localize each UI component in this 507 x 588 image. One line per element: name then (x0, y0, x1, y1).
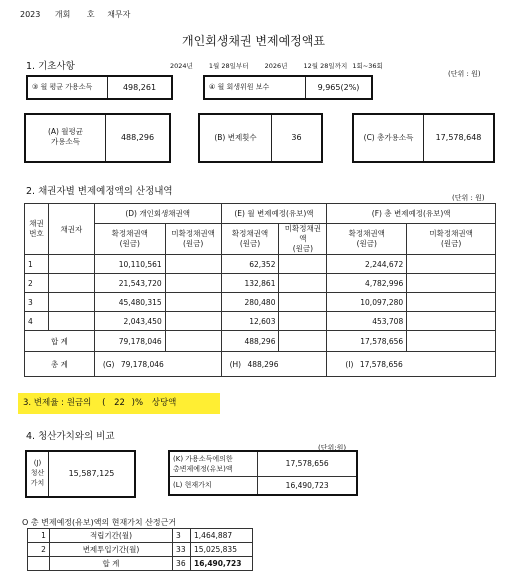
col-F: (F) 총 변제예정(유보)액 (327, 204, 496, 224)
pv-sum-label: 합 계 (49, 557, 172, 571)
row-D-unconfirmed (165, 274, 221, 293)
repayment-rate-highlight (18, 393, 220, 414)
period-start-day: 28일부터 (221, 62, 249, 70)
box-A (24, 113, 171, 163)
sum-E: 488,296 (221, 331, 279, 352)
period (170, 61, 383, 70)
creditor-table (24, 203, 496, 377)
row-creditor (48, 312, 94, 331)
row-E-unconfirmed (279, 293, 327, 312)
col-D: (D) 개인회생채권액 (94, 204, 221, 224)
K-value: 17,578,656 (258, 451, 357, 476)
sub-F-confirmed (327, 224, 407, 255)
sum-label: 합 계 (25, 331, 95, 352)
row-D: 10,110,561 (94, 255, 165, 274)
box-J-label-1: (J) (33, 459, 42, 467)
row-E-unconfirmed (279, 312, 327, 331)
sub-D-confirmed-1: 확정채권액 (111, 229, 148, 238)
sum-row (25, 331, 496, 352)
col-no-line2: 번호 (29, 229, 44, 238)
box-monthly-income-value: 498,261 (122, 83, 157, 92)
K-label-2: 총변제예정(유보)액 (173, 464, 233, 473)
row-E: 62,352 (221, 255, 279, 274)
box-B-label: (B) 변제횟수 (200, 115, 272, 161)
row-no: 3 (25, 293, 49, 312)
period-end-year: 2026년 (264, 62, 288, 70)
row-creditor (48, 293, 94, 312)
box-J (25, 450, 136, 498)
case-ho: 호 (86, 10, 95, 19)
box-A-label (26, 115, 106, 161)
total-H (221, 352, 327, 377)
period-end-day: 28일까지 (320, 62, 348, 70)
sub-F-unconfirmed-2: (원금) (440, 239, 462, 248)
sub-D-confirmed-2: (원금) (119, 239, 140, 248)
total-I (327, 352, 496, 377)
box-C-value: 17,578,648 (435, 133, 482, 142)
pv-row-value: 15,025,835 (191, 543, 253, 557)
box-J-value: 15,587,125 (68, 469, 115, 478)
box-C-label: (C) 총가용소득 (354, 115, 424, 161)
box-J-label (27, 452, 49, 496)
rate-open: ( (102, 398, 106, 408)
case-debtor: 채무자 (107, 10, 131, 19)
table-header-row (25, 204, 496, 224)
box-monthly-income-label: ③ 월 평균 가용소득 (28, 77, 108, 98)
pv-row-value: 1,464,887 (191, 529, 253, 543)
sum-D: 79,178,046 (94, 331, 165, 352)
rate-close: )% (131, 398, 144, 408)
table-row (25, 274, 496, 293)
sub-D-unconfirmed-2: (원금) (182, 239, 204, 248)
L-label: (L) 현재가치 (169, 476, 258, 495)
unit-label-1: (단위 : 원) (448, 70, 481, 78)
total-H-value: 488,296 (247, 359, 279, 369)
rate-value: 22 (114, 398, 125, 408)
box-B (198, 113, 323, 163)
period-start-month: 1월 (208, 62, 220, 70)
box-C (352, 113, 495, 163)
sub-D-unconfirmed (165, 224, 221, 255)
sub-D-unconfirmed-1: 미확정채권액 (171, 229, 215, 238)
unit-label-2: (단위 : 원) (452, 194, 485, 202)
K-label-1: (K) 가용소득에의한 (173, 454, 233, 463)
row-E: 280,480 (221, 293, 279, 312)
col-creditor: 채권자 (48, 204, 94, 255)
row-F-unconfirmed (407, 293, 496, 312)
pv-row-no: 2 (28, 543, 50, 557)
row-K (169, 451, 357, 476)
sum-D-unconfirmed (165, 331, 221, 352)
row-creditor (48, 274, 94, 293)
pv-row-no: 1 (28, 529, 50, 543)
row-D: 21,543,720 (94, 274, 165, 293)
row-D-unconfirmed (165, 255, 221, 274)
total-G (94, 352, 221, 377)
table-row (25, 293, 496, 312)
present-value-table (27, 528, 253, 571)
box-trustee-fee-value: 9,965(2%) (317, 83, 360, 92)
row-D-unconfirmed (165, 312, 221, 331)
row-E: 132,861 (221, 274, 279, 293)
box-A-label-1: (A) 월평균 (47, 127, 84, 136)
col-no (25, 204, 49, 255)
sub-F-confirmed-1: 확정채권액 (348, 229, 385, 238)
box-J-label-3: 가치 (30, 479, 45, 487)
sub-F-unconfirmed (407, 224, 496, 255)
period-start-year: 2024년 (170, 62, 193, 70)
sub-E-unconfirmed (279, 224, 327, 255)
rate-tail: 상당액 (151, 398, 177, 408)
sum-F-unconfirmed (407, 331, 496, 352)
row-F-unconfirmed (407, 274, 496, 293)
total-I-value: 17,578,656 (359, 359, 403, 369)
pv-sum-months: 36 (173, 557, 191, 571)
case-year: 2023 (20, 10, 41, 19)
table-subheader-row (25, 224, 496, 255)
row-F: 2,244,672 (327, 255, 407, 274)
K-label (169, 451, 258, 476)
sum-F: 17,578,656 (327, 331, 407, 352)
row-D-unconfirmed (165, 293, 221, 312)
row-E: 12,603 (221, 312, 279, 331)
row-F: 453,708 (327, 312, 407, 331)
page-title: 개인회생채권 변제예정액표 (182, 34, 325, 48)
case-header (20, 9, 130, 20)
col-E: (E) 월 변제예정(유보)액 (221, 204, 327, 224)
row-creditor (48, 255, 94, 274)
row-F-unconfirmed (407, 255, 496, 274)
box-trustee-fee (203, 75, 373, 100)
section5-heading: O 총 변제예정(유보)액의 현재가치 산정근거 (22, 518, 177, 527)
pv-sum-row (28, 557, 253, 571)
total-G-value: 79,178,046 (120, 359, 164, 369)
rate-label: 3. 변제율 : 원금의 (23, 398, 92, 408)
pv-row-label: 적립기간(월) (49, 529, 172, 543)
pv-row-label: 변제투입기간(월) (49, 543, 172, 557)
section1-heading: 1. 기초사항 (26, 61, 75, 72)
box-B-value: 36 (291, 133, 302, 142)
row-E-unconfirmed (279, 255, 327, 274)
row-no: 1 (25, 255, 49, 274)
row-D: 2,043,450 (94, 312, 165, 331)
sub-E-unconfirmed-1: 미확정채권액 (284, 224, 322, 243)
unit-label-4: (단위:원) (318, 444, 347, 452)
pv-sum-no (28, 557, 50, 571)
row-D: 45,480,315 (94, 293, 165, 312)
case-type: 개회 (54, 10, 71, 19)
section4-heading: 4. 청산가치와의 비교 (26, 431, 115, 442)
total-G-label: (G) (102, 359, 115, 369)
sub-D-confirmed (94, 224, 165, 255)
table-row (28, 529, 253, 543)
sub-F-confirmed-2: (원금) (356, 239, 377, 248)
sub-E-confirmed (221, 224, 279, 255)
table-row (25, 312, 496, 331)
sub-F-unconfirmed-1: 미확정채권액 (429, 229, 473, 238)
section2-heading: 2. 채권자별 변제예정액의 산정내역 (26, 186, 173, 197)
pv-sum-value: 16,490,723 (191, 557, 253, 571)
period-end-month: 12월 (303, 62, 319, 70)
box-KL (168, 450, 358, 496)
row-E-unconfirmed (279, 274, 327, 293)
sub-E-unconfirmed-2: (원금) (292, 244, 314, 253)
row-F: 10,097,280 (327, 293, 407, 312)
total-row (25, 352, 496, 377)
table-row (28, 543, 253, 557)
row-F-unconfirmed (407, 312, 496, 331)
sub-E-confirmed-1: 확정채권액 (231, 229, 269, 238)
box-trustee-fee-label: ④ 월 회생위원 보수 (205, 77, 306, 98)
box-J-label-2: 청산 (30, 469, 45, 477)
pv-row-months: 33 (173, 543, 191, 557)
period-range: 1회~36회 (352, 62, 383, 70)
pv-row-months: 3 (173, 529, 191, 543)
row-F: 4,782,996 (327, 274, 407, 293)
sum-E-unconfirmed (279, 331, 327, 352)
box-monthly-income (26, 75, 173, 100)
row-L (169, 476, 357, 495)
row-no: 2 (25, 274, 49, 293)
table-row (25, 255, 496, 274)
row-no: 4 (25, 312, 49, 331)
total-label: 총 계 (25, 352, 95, 377)
col-no-line1: 채권 (29, 219, 44, 228)
box-A-value: 488,296 (120, 133, 155, 142)
total-H-label: (H) (229, 359, 242, 369)
box-A-label-2: 가용소득 (51, 137, 80, 146)
L-value: 16,490,723 (258, 476, 357, 495)
total-I-label: (I) (345, 359, 354, 369)
sub-E-confirmed-2: (원금) (239, 239, 261, 248)
